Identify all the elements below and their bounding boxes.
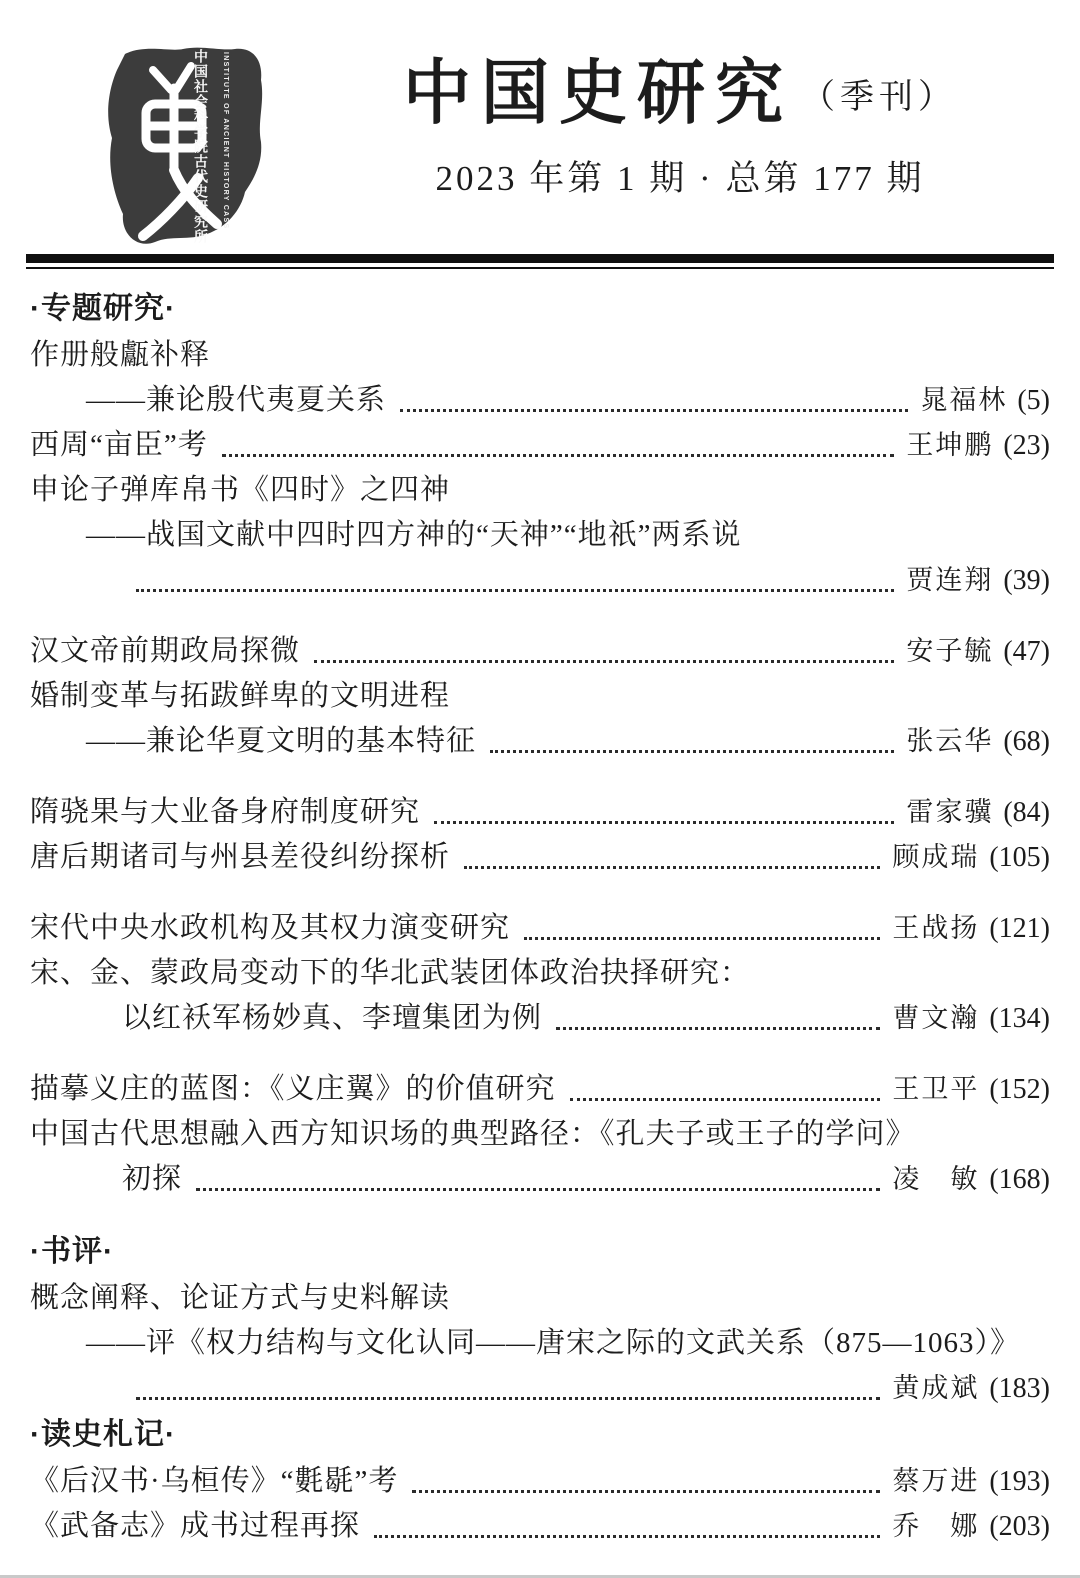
- dot-leader: [490, 750, 894, 753]
- toc: [0, 269, 1080, 1549]
- entry-author: 凌 敏: [892, 1164, 980, 1194]
- entry-page-number: (193): [989, 1466, 1050, 1497]
- entry-title: 汉文帝前期政局探微: [30, 635, 301, 667]
- entry-title: ——战国文献中四时四方神的“天神”“地祇”两系说: [86, 519, 742, 551]
- entry-author: 顾成瑞: [892, 842, 980, 872]
- entry-title: ——兼论华夏文明的基本特征: [86, 725, 477, 757]
- entry-title: 唐后期诸司与州县差役纠纷探析: [30, 841, 451, 873]
- entry-author: 王卫平: [892, 1074, 980, 1104]
- entry-title: 概念阐释、论证方式与史料解读: [30, 1282, 451, 1314]
- entry-author: 雷家骥: [906, 797, 994, 827]
- toc-section-header: [30, 1228, 1050, 1276]
- entry-author: 乔 娜: [892, 1511, 980, 1541]
- dot-leader: [524, 937, 880, 940]
- entry-page-number: (121): [989, 913, 1050, 944]
- dot-leader: [570, 1098, 881, 1101]
- entry-title: 中国古代思想融入西方知识场的典型路径：《孔夫子或王子的学问》: [30, 1118, 916, 1150]
- entry-page-number: (152): [989, 1074, 1050, 1105]
- toc-entry: [30, 1504, 1050, 1549]
- dot-leader: [556, 1027, 880, 1030]
- dot-leader: [314, 660, 894, 663]
- toc-entry: [30, 951, 1050, 996]
- entry-title: ——评《权力结构与文化认同——唐宋之际的文武关系（875—1063）》: [86, 1327, 1021, 1359]
- entry-title: 《武备志》成书过程再探: [30, 1510, 361, 1542]
- journal-title: 中国史研究: [402, 53, 793, 133]
- institute-name-en: INSTITUTE OF ANCIENT HISTORY CASS: [222, 52, 229, 230]
- entry-page-number: (47): [1003, 636, 1050, 667]
- masthead: [0, 0, 1080, 254]
- entry-title: 西周“亩臣”考: [30, 429, 208, 461]
- entry-author: 王坤鹏: [906, 430, 994, 460]
- dot-leader: [136, 1397, 880, 1400]
- entry-title: 宋、金、蒙政局变动下的华北武装团体政治抉择研究：: [30, 957, 751, 989]
- dot-leader: [222, 454, 895, 457]
- entry-page-number: (183): [989, 1373, 1050, 1404]
- masthead-divider: [0, 254, 1080, 269]
- divider-thick-line: [26, 254, 1054, 263]
- journal-frequency-label: （季刊）: [801, 78, 957, 116]
- toc-entry: [30, 629, 1050, 674]
- entry-page-number: (68): [1003, 726, 1050, 757]
- dot-leader: [434, 821, 894, 824]
- entry-title: 婚制变革与拓跋鲜卑的文明进程: [30, 680, 451, 712]
- toc-entry: [30, 835, 1050, 880]
- entry-page-number: (134): [989, 1003, 1050, 1034]
- title-block: [270, 42, 1020, 254]
- toc-entry: [30, 1459, 1050, 1504]
- entry-page-number: (23): [1003, 430, 1050, 461]
- entry-page-number: (105): [989, 842, 1050, 873]
- issue-line: 2023 年第 1 期 · 总第 177 期: [435, 158, 925, 198]
- institute-name-cn: 中国社会科学院古代史研究所: [193, 49, 209, 244]
- toc-section-header: [30, 285, 1050, 333]
- dot-leader: [136, 589, 894, 592]
- entry-title: 《后汉书·乌桓传》“氀毼”考: [30, 1465, 399, 1497]
- dot-leader: [412, 1490, 880, 1493]
- toc-entry: [30, 513, 1050, 558]
- toc-entry: [30, 1321, 1050, 1366]
- entry-author: 贾连翔: [906, 565, 994, 595]
- section-title: ·读史札记·: [30, 1418, 176, 1451]
- entry-author: 蔡万进: [892, 1466, 980, 1496]
- entry-title: 作册般甗补释: [30, 339, 211, 371]
- toc-entry: [30, 378, 1050, 423]
- entry-title: 宋代中央水政机构及其权力演变研究: [30, 912, 511, 944]
- oracle-bone-seal-icon: [95, 42, 270, 252]
- toc-entry: [30, 906, 1050, 951]
- entry-title: 申论子弹库帛书《四时》之四神: [30, 474, 451, 506]
- entry-author: 黄成斌: [892, 1373, 980, 1403]
- section-title: ·专题研究·: [30, 292, 176, 325]
- entry-page-number: (84): [1003, 797, 1050, 828]
- toc-entry: [30, 1112, 1050, 1157]
- entry-author: 晁福林: [920, 385, 1008, 415]
- dot-leader: [400, 409, 908, 412]
- dot-leader: [374, 1535, 880, 1538]
- entry-author: 安子毓: [906, 636, 994, 666]
- entry-title: 以红袄军杨妙真、李璮集团为例: [122, 1002, 543, 1034]
- entry-page-number: (39): [1003, 565, 1050, 596]
- toc-entry: [30, 423, 1050, 468]
- toc-entry: [30, 1366, 1050, 1411]
- entry-title: 描摹义庄的蓝图：《义庄翼》的价值研究: [30, 1073, 556, 1105]
- toc-entry: [30, 1067, 1050, 1112]
- entry-title: ——兼论殷代夷夏关系: [86, 384, 387, 416]
- entry-page-number: (5): [1017, 385, 1050, 416]
- toc-entry: [30, 674, 1050, 719]
- entry-title: 隋骁果与大业备身府制度研究: [30, 796, 421, 828]
- toc-entry: [30, 468, 1050, 513]
- toc-entry: [30, 719, 1050, 764]
- toc-entry: [30, 1157, 1050, 1202]
- dot-leader: [464, 866, 880, 869]
- entry-author: 张云华: [906, 726, 994, 756]
- toc-entry: [30, 1276, 1050, 1321]
- toc-entry: [30, 790, 1050, 835]
- entry-page-number: (168): [989, 1164, 1050, 1195]
- toc-entry: [30, 996, 1050, 1041]
- section-title: ·书评·: [30, 1235, 114, 1268]
- entry-author: 王战扬: [892, 913, 980, 943]
- toc-entry: [30, 333, 1050, 378]
- entry-page-number: (203): [989, 1511, 1050, 1542]
- dot-leader: [196, 1188, 880, 1191]
- toc-section-header: [30, 1411, 1050, 1459]
- toc-entry: [30, 558, 1050, 603]
- institute-logo: [95, 42, 270, 252]
- entry-author: 曹文瀚: [892, 1003, 980, 1033]
- entry-title: 初探: [122, 1163, 183, 1195]
